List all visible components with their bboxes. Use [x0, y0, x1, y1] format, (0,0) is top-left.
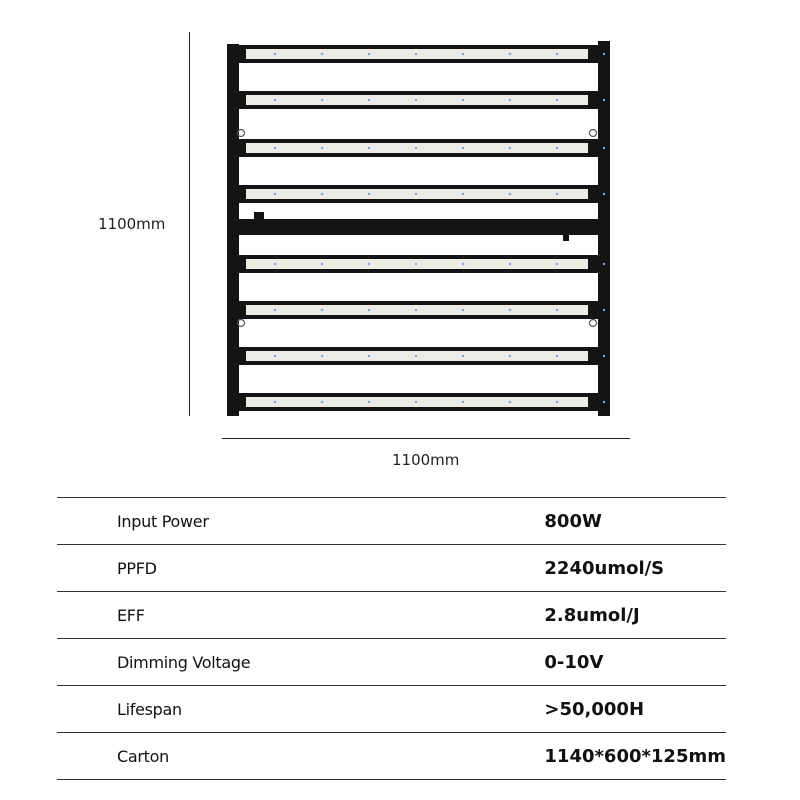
- led-diode: [368, 193, 370, 195]
- led-bar: [237, 185, 605, 203]
- led-diode: [321, 309, 323, 311]
- hinge-knob: [563, 235, 569, 241]
- led-diode: [462, 355, 464, 357]
- led-diode: [556, 355, 558, 357]
- led-diode: [556, 401, 558, 403]
- spec-label: Lifespan: [57, 686, 544, 733]
- led-diode: [603, 193, 605, 195]
- led-diode: [415, 53, 417, 55]
- center-hinge-bar: [239, 219, 610, 235]
- led-diode: [462, 147, 464, 149]
- spec-value: 1140*600*125mm: [544, 733, 726, 780]
- led-bar: [237, 91, 605, 109]
- height-dimension-label: 1100mm: [98, 215, 166, 233]
- led-bar: [237, 301, 605, 319]
- led-diode: [462, 401, 464, 403]
- spec-value: 0-10V: [544, 639, 726, 686]
- spec-value: 2.8umol/J: [544, 592, 726, 639]
- hinge-clip: [254, 212, 264, 220]
- led-diode: [509, 355, 511, 357]
- led-diode: [603, 99, 605, 101]
- spec-label: Input Power: [57, 498, 544, 545]
- led-diode: [509, 99, 511, 101]
- led-diode: [321, 99, 323, 101]
- spec-row: [57, 498, 726, 545]
- led-diode: [321, 193, 323, 195]
- led-bar: [237, 347, 605, 365]
- led-diode: [603, 147, 605, 149]
- spec-value: 2240umol/S: [544, 545, 726, 592]
- led-diode: [556, 53, 558, 55]
- led-diode: [509, 309, 511, 311]
- led-diode: [274, 147, 276, 149]
- led-diode: [274, 355, 276, 357]
- led-diode: [462, 99, 464, 101]
- spec-row: [57, 686, 726, 733]
- led-diode: [321, 147, 323, 149]
- led-diode: [556, 309, 558, 311]
- led-diode: [509, 401, 511, 403]
- led-diode: [415, 355, 417, 357]
- led-diode: [321, 355, 323, 357]
- led-diode: [462, 53, 464, 55]
- led-diode: [368, 355, 370, 357]
- spec-row: [57, 545, 726, 592]
- led-diode: [603, 263, 605, 265]
- led-diode: [556, 147, 558, 149]
- led-diode: [274, 193, 276, 195]
- led-diode: [274, 309, 276, 311]
- spec-row: [57, 592, 726, 639]
- led-bar: [237, 139, 605, 157]
- led-diode: [509, 147, 511, 149]
- led-diode: [368, 53, 370, 55]
- led-diode: [603, 401, 605, 403]
- led-diode: [274, 263, 276, 265]
- led-diode: [462, 193, 464, 195]
- spec-table: [57, 497, 726, 780]
- led-diode: [603, 309, 605, 311]
- spec-label: PPFD: [57, 545, 544, 592]
- led-diode: [509, 53, 511, 55]
- led-diode: [415, 99, 417, 101]
- led-diode: [556, 99, 558, 101]
- led-diode: [321, 263, 323, 265]
- mount-ring: [590, 320, 597, 327]
- led-diode: [415, 401, 417, 403]
- led-diode: [274, 99, 276, 101]
- led-diode: [556, 263, 558, 265]
- width-dimension-label: 1100mm: [392, 451, 460, 469]
- spec-label: Dimming Voltage: [57, 639, 544, 686]
- spec-label: Carton: [57, 733, 544, 780]
- spec-row: [57, 733, 726, 780]
- led-diode: [603, 53, 605, 55]
- spec-value: >50,000H: [544, 686, 726, 733]
- led-diode: [415, 309, 417, 311]
- led-diode: [603, 355, 605, 357]
- spec-label: EFF: [57, 592, 544, 639]
- led-bar: [237, 255, 605, 273]
- led-diode: [462, 263, 464, 265]
- led-diode: [415, 263, 417, 265]
- led-bar: [237, 393, 605, 411]
- led-diode: [462, 309, 464, 311]
- led-diode: [415, 147, 417, 149]
- led-diode: [509, 263, 511, 265]
- led-diode: [274, 53, 276, 55]
- spec-value: 800W: [544, 498, 726, 545]
- led-diode: [368, 99, 370, 101]
- led-diode: [274, 401, 276, 403]
- led-diode: [368, 309, 370, 311]
- mount-ring: [590, 130, 597, 137]
- led-diode: [509, 193, 511, 195]
- led-diode: [368, 147, 370, 149]
- led-diode: [556, 193, 558, 195]
- led-diode: [321, 53, 323, 55]
- spec-row: [57, 639, 726, 686]
- led-diode: [368, 401, 370, 403]
- led-diode: [415, 193, 417, 195]
- led-diode: [368, 263, 370, 265]
- led-bar: [237, 45, 605, 63]
- led-diode: [321, 401, 323, 403]
